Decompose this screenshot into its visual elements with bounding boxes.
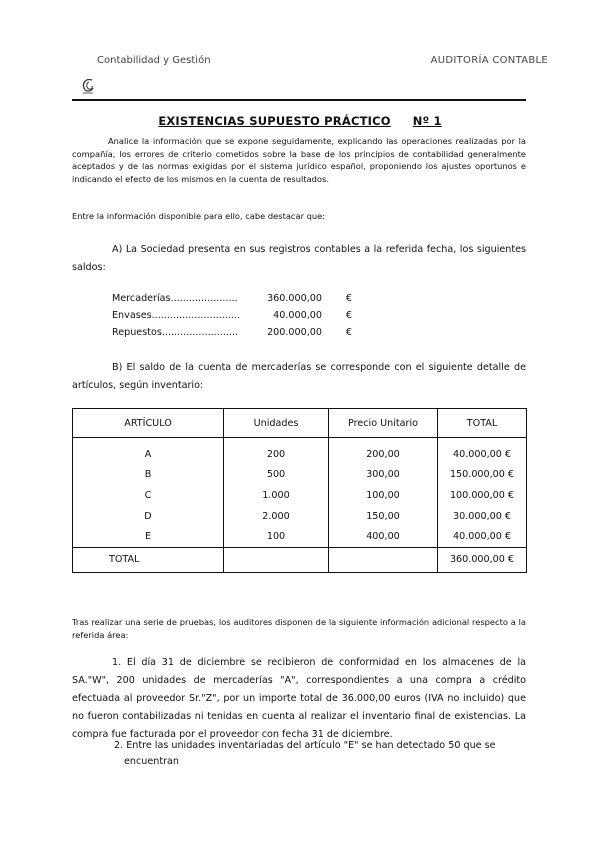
table-row bbox=[73, 526, 527, 547]
saldo-name: Mercaderías...................... bbox=[112, 293, 238, 304]
table-row bbox=[73, 438, 527, 465]
cell-total: 150.000,00 € bbox=[438, 465, 527, 486]
saldo-name: Envases............................. bbox=[112, 310, 241, 321]
header-divider bbox=[72, 99, 526, 101]
saldo-row bbox=[112, 327, 352, 344]
total-empty-cell bbox=[224, 547, 329, 572]
section-a-text: A) La Sociedad presenta en sus registros contables a la referida fecha, los siguientes saldos: bbox=[72, 244, 526, 273]
table-row bbox=[73, 485, 527, 506]
cell-unidades: 500 bbox=[224, 465, 329, 486]
table-row bbox=[73, 506, 527, 527]
title-number: Nº 1 bbox=[412, 114, 442, 128]
column-header-articulo: ARTÍCULO bbox=[73, 409, 224, 438]
cell-articulo: E bbox=[73, 526, 224, 547]
table-header-row bbox=[73, 409, 527, 438]
page-title bbox=[0, 114, 600, 128]
cell-articulo: D bbox=[73, 506, 224, 527]
cell-precio: 400,00 bbox=[329, 526, 438, 547]
cell-total: 40.000,00 € bbox=[438, 438, 527, 465]
header-left-title: Contabilidad y Gestión bbox=[97, 55, 211, 66]
column-header-total: TOTAL bbox=[438, 409, 527, 438]
logo-icon bbox=[80, 76, 96, 96]
cell-articulo: A bbox=[73, 438, 224, 465]
inventory-table bbox=[72, 408, 527, 573]
intro-paragraph: Analice la información que se expone seguidamente, explicando las operaciones realizadas por la compañía, los errores de criterio cometidos sobre la base de los principios de contabilidad generalmente aceptados y de las normas exigidas por el sistema jurídico español, proponiendo los ajustes oportunos e indicando el efecto de los mismos en la cuenta de resultados. bbox=[72, 136, 526, 184]
item-1-text: 1. El día 31 de diciembre se recibieron de conformidad en los almacenes de la SA."W", 200 unidades de mercaderías "A", correspondientes a una compra a crédito efectuada al proveedor Sr."Z", por un importe total de 36.000,00 euros (IVA no incluido) que no fueron contabilizadas ni tenidas en cuenta al realizar el inventario final de existencias. La compra fue facturada por el proveedor con fecha 31 de diciembre. bbox=[72, 657, 526, 740]
cell-precio: 150,00 bbox=[329, 506, 438, 527]
item-2-line-2: encuentran bbox=[124, 756, 179, 767]
cell-precio: 300,00 bbox=[329, 465, 438, 486]
saldo-currency: € bbox=[345, 310, 352, 321]
table-row bbox=[73, 465, 527, 486]
cell-unidades: 200 bbox=[224, 438, 329, 465]
additional-info-intro: Tras realizar una serie de pruebas, los auditores disponen de la siguiente información adicional respecto a la referida área: bbox=[72, 617, 526, 640]
header-right-title: AUDITORÍA CONTABLE bbox=[430, 55, 548, 66]
item-2-line-1: 2. Entre las unidades inventariadas del artículo "E" se han detectado 50 que se bbox=[114, 740, 496, 751]
cell-total: 40.000,00 € bbox=[438, 526, 527, 547]
saldo-row bbox=[112, 293, 352, 310]
title-text: EXISTENCIAS SUPUESTO PRÁCTICO bbox=[158, 114, 391, 128]
saldo-currency: € bbox=[345, 293, 352, 304]
column-header-unidades: Unidades bbox=[224, 409, 329, 438]
saldo-name: Repuestos......................... bbox=[112, 327, 239, 338]
cell-unidades: 100 bbox=[224, 526, 329, 547]
cell-total: 30.000,00 € bbox=[438, 506, 527, 527]
item-2 bbox=[114, 738, 514, 770]
cell-precio: 200,00 bbox=[329, 438, 438, 465]
cell-total: 100.000,00 € bbox=[438, 485, 527, 506]
column-header-precio: Precio Unitario bbox=[329, 409, 438, 438]
saldo-amount: 200.000,00 bbox=[267, 327, 322, 338]
saldo-amount: 40.000,00 bbox=[273, 310, 322, 321]
saldo-amount: 360.000,00 bbox=[267, 293, 322, 304]
cell-articulo: C bbox=[73, 485, 224, 506]
saldo-currency: € bbox=[345, 327, 352, 338]
cell-precio: 100,00 bbox=[329, 485, 438, 506]
saldo-row bbox=[112, 310, 352, 327]
cell-unidades: 1.000 bbox=[224, 485, 329, 506]
cell-articulo: B bbox=[73, 465, 224, 486]
section-b-text: B) El saldo de la cuenta de mercaderías se corresponde con el siguiente detalle de artículos, según inventario: bbox=[72, 362, 526, 391]
cell-unidades: 2.000 bbox=[224, 506, 329, 527]
table-total-row bbox=[73, 547, 527, 572]
total-value: 360.000,00 € bbox=[438, 547, 527, 572]
total-label: TOTAL bbox=[73, 547, 224, 572]
info-intro: Entre la información disponible para ello, cabe destacar que: bbox=[72, 211, 326, 221]
total-empty-cell bbox=[329, 547, 438, 572]
